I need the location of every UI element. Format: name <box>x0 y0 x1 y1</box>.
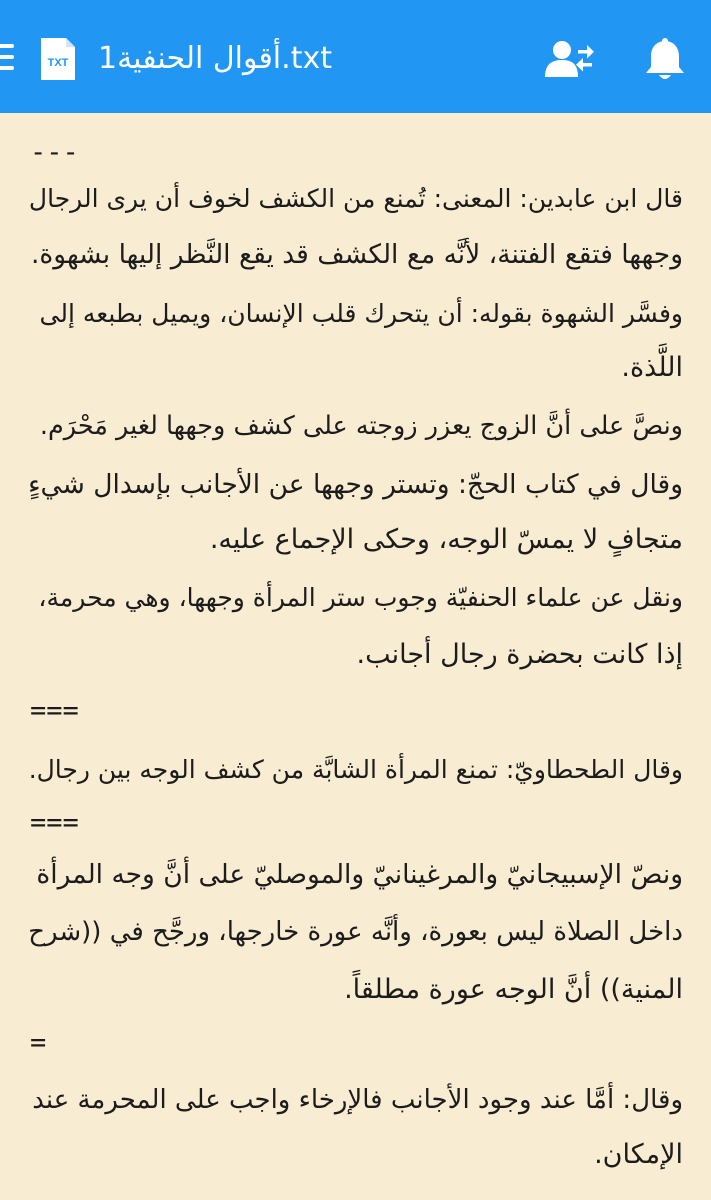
text-line: وقال: أمَّا عند وجود الأجانب فالإرخاء واجب على المحرمة عند <box>32 1085 683 1115</box>
text-line: وقال الطحطاويّ: تمنع المرأة الشابَّة من كشف الوجه بين رجال. <box>28 755 683 784</box>
txt-file-icon <box>38 36 78 82</box>
text-line: المنية)) أنَّ الوجه عورة مطلقاً. <box>344 974 683 1005</box>
text-line: ونصّ الإسبيجانيّ والمرغينانيّ والموصليّ على أنَّ وجه المرأة <box>36 859 683 890</box>
text-line: وجهها فتقع الفتنة، لأنَّه مع الكشف قد يقع النَّظر إليها بشهوة. <box>30 239 683 270</box>
text-line: ونقل عن علماء الحنفيّة وجوب ستر المرأة وجهها، وهي محرمة، <box>38 583 683 612</box>
text-line: الإمكان. <box>594 1139 683 1170</box>
document-title: أقوال الحنفية1.txt <box>98 41 332 76</box>
text-line: إذا كانت بحضرة رجال أجانب. <box>356 639 683 670</box>
text-line: ونصَّ على أنَّ الزوج يعزر زوجته على كشف وجهها لغير مَحْرَم. <box>39 411 683 441</box>
text-line: قال ابن عابدين: المعنى: تُمنع من الكشف لخوف أن يرى الرجال <box>28 184 683 213</box>
app-bar <box>0 0 711 113</box>
text-line: اللَّذة. <box>621 352 683 383</box>
separator-line: --- <box>30 137 79 168</box>
separator-line: = <box>30 1027 47 1058</box>
text-line: وقال في كتاب الحجّ: وتستر وجهها عن الأجانب بإسدال شيءٍ <box>28 469 683 500</box>
separator-line: === <box>30 807 79 838</box>
user-swap-icon[interactable] <box>545 40 595 78</box>
text-line: متجافٍ لا يمسّ الوجه، وحكى الإجماع عليه. <box>209 524 683 555</box>
file-icon-label: TXT <box>47 57 69 69</box>
menu-icon[interactable] <box>0 42 14 72</box>
separator-line: === <box>30 695 79 726</box>
text-line: داخل الصلاة ليس بعورة، وأنَّه عورة خارجها، ورجَّح في ((شرح <box>28 917 683 947</box>
text-line: وفسَّر الشهوة بقوله: أن يتحرك قلب الإنسان، ويميل بطبعه إلى <box>39 299 683 328</box>
notification-bell-icon[interactable] <box>643 37 687 83</box>
document-text-view[interactable] <box>0 113 711 1200</box>
